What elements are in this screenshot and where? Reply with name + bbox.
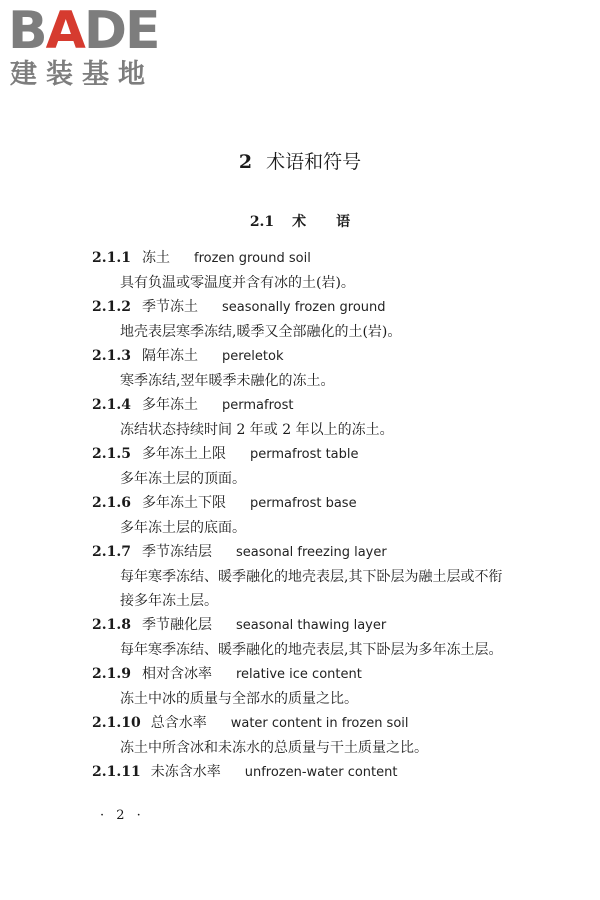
term-number: 2.1.11 — [92, 764, 141, 780]
term-entry — [0, 491, 600, 540]
term-entry — [0, 344, 600, 393]
term-english: seasonally frozen ground — [222, 300, 386, 315]
term-number: 2.1.7 — [92, 544, 131, 560]
section-heading — [0, 212, 600, 232]
term-chinese: 多年冻土 — [142, 397, 198, 413]
bade-logo — [8, 1, 159, 90]
term-definition: 多年冻土层的底面。 — [120, 520, 246, 536]
chapter-heading — [0, 150, 600, 174]
term-english: permafrost — [222, 398, 294, 413]
term-chinese: 多年冻土下限 — [142, 495, 226, 511]
term-english: unfrozen-water content — [244, 765, 398, 780]
term-number: 2.1.6 — [92, 495, 131, 511]
term-entry — [0, 540, 600, 613]
section-number: 2.1 — [249, 214, 275, 230]
logo-letter-b: B — [8, 1, 46, 61]
term-chinese: 季节融化层 — [142, 617, 212, 633]
term-entry — [0, 295, 600, 344]
term-definition: 冻土中所含冰和未冻水的总质量与干土质量之比。 — [120, 740, 428, 756]
term-entry — [0, 711, 600, 760]
term-english: relative ice content — [236, 667, 362, 682]
term-entry — [0, 760, 600, 785]
term-entry — [0, 662, 600, 711]
term-chinese: 总含水率 — [150, 715, 207, 731]
term-definition: 具有负温或零温度并含有冰的土(岩)。 — [120, 275, 355, 291]
term-chinese: 季节冻结层 — [142, 544, 212, 560]
term-number: 2.1.3 — [92, 348, 131, 364]
term-chinese: 季节冻土 — [142, 299, 198, 315]
term-number: 2.1.1 — [92, 250, 131, 266]
term-entry — [0, 613, 600, 662]
logo-chinese-name: 建装基地 — [10, 59, 154, 90]
term-english: seasonal thawing layer — [236, 618, 387, 633]
term-number: 2.1.10 — [92, 715, 141, 731]
term-number: 2.1.9 — [92, 666, 131, 682]
term-entry — [0, 393, 600, 442]
term-chinese: 相对含冰率 — [142, 666, 212, 682]
logo-letter-a: A — [45, 1, 84, 61]
term-chinese: 隔年冻土 — [142, 348, 198, 364]
term-entry — [0, 442, 600, 491]
page-number: · 2 · — [100, 808, 145, 823]
term-number: 2.1.8 — [92, 617, 131, 633]
term-definition: 每年寒季冻结、暖季融化的地壳表层,其下卧层为融土层或不衔接多年冻土层。 — [120, 569, 503, 609]
term-english: permafrost table — [250, 447, 359, 462]
term-english: pereletok — [222, 349, 284, 364]
logo-wordmark — [8, 1, 159, 61]
term-chinese: 未冻含水率 — [150, 764, 221, 780]
term-definition: 冻土中冰的质量与全部水的质量之比。 — [120, 691, 358, 707]
term-number: 2.1.5 — [92, 446, 131, 462]
term-number: 2.1.2 — [92, 299, 131, 315]
term-english: frozen ground soil — [194, 251, 311, 266]
term-entry — [0, 246, 600, 295]
term-chinese: 冻土 — [142, 250, 170, 266]
chapter-number: 2 — [238, 151, 253, 173]
term-english: permafrost base — [250, 496, 357, 511]
term-number: 2.1.4 — [92, 397, 131, 413]
section-title-a: 术 — [292, 214, 307, 230]
term-definition: 地壳表层寒季冻结,暖季又全部融化的土(岩)。 — [120, 324, 402, 340]
chapter-title: 术语和符号 — [266, 151, 362, 173]
term-chinese: 多年冻土上限 — [142, 446, 226, 462]
term-definition: 每年寒季冻结、暖季融化的地壳表层,其下卧层为多年冻土层。 — [120, 642, 503, 658]
term-list — [0, 246, 600, 785]
term-definition: 寒季冻结,翌年暖季未融化的冻土。 — [120, 373, 335, 389]
section-title-b: 语 — [336, 214, 351, 230]
term-english: seasonal freezing layer — [236, 545, 387, 560]
term-definition: 冻结状态持续时间 2 年或 2 年以上的冻土。 — [120, 422, 394, 438]
logo-letters-de: DE — [83, 1, 159, 61]
term-definition: 多年冻土层的顶面。 — [120, 471, 246, 487]
term-english: water content in frozen soil — [230, 716, 409, 731]
